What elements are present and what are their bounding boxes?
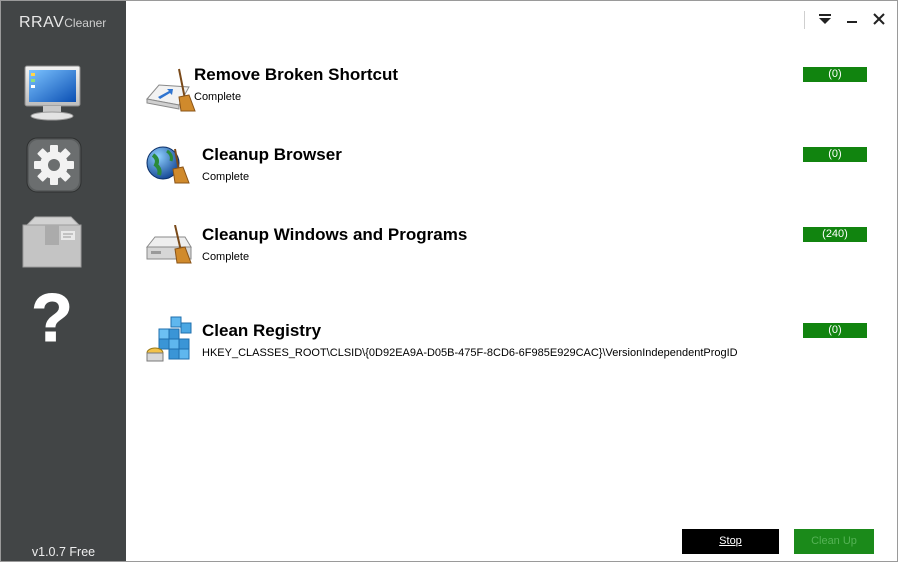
drive-broom-icon	[141, 225, 197, 281]
task-title: Cleanup Windows and Programs	[202, 225, 468, 244]
task-status: Complete	[202, 251, 250, 263]
registry-cubes-icon	[141, 313, 197, 369]
close-button[interactable]	[869, 10, 889, 28]
broken-shortcut-broom-icon	[141, 65, 197, 121]
task-title: Clean Registry	[202, 321, 322, 340]
task-title: Cleanup Browser	[202, 145, 342, 164]
brand-main: RRAV	[19, 14, 65, 31]
stop-button[interactable]: Stop	[682, 529, 779, 554]
minimize-icon	[845, 13, 859, 25]
menu-dropdown-button[interactable]	[815, 10, 835, 28]
task-row-browser	[141, 145, 871, 205]
task-row-windows-programs	[141, 225, 871, 285]
sidebar-item-computer[interactable]	[21, 63, 83, 125]
version-label: v1.0.7 Free	[31, 545, 96, 559]
titlebar-divider	[804, 11, 805, 29]
task-status: HKEY_CLASSES_ROOT\CLSID\{0D92EA9A-D05B-475F-8CD6-6F985E929CAC}\VersionIndependentProgID	[202, 347, 738, 359]
task-row-registry	[141, 313, 871, 373]
task-title: Remove Broken Shortcut	[194, 65, 399, 84]
task-count-badge: (0)	[803, 323, 867, 338]
globe-broom-icon	[141, 145, 197, 201]
box-icon	[21, 211, 83, 273]
question-icon	[24, 283, 80, 349]
svg-text:?: ?	[31, 283, 73, 349]
sidebar-item-settings[interactable]	[26, 137, 82, 193]
task-count-badge: (0)	[803, 67, 867, 82]
app-logo	[19, 14, 106, 32]
task-count-badge: (240)	[803, 227, 867, 242]
monitor-icon	[21, 63, 83, 125]
chevron-down-icon	[818, 13, 832, 25]
sidebar-item-backup[interactable]	[21, 211, 83, 273]
minimize-button[interactable]	[842, 10, 862, 28]
task-count-badge: (0)	[803, 147, 867, 162]
task-row-broken-shortcut	[141, 65, 871, 125]
gear-icon	[26, 137, 82, 193]
task-status: Complete	[202, 171, 250, 183]
brand-sub: Cleaner	[64, 16, 107, 30]
sidebar	[1, 1, 126, 561]
close-icon	[872, 13, 886, 25]
clean-up-button[interactable]: Clean Up	[794, 529, 874, 554]
task-status: Complete	[194, 91, 242, 103]
sidebar-item-help[interactable]	[24, 283, 80, 349]
